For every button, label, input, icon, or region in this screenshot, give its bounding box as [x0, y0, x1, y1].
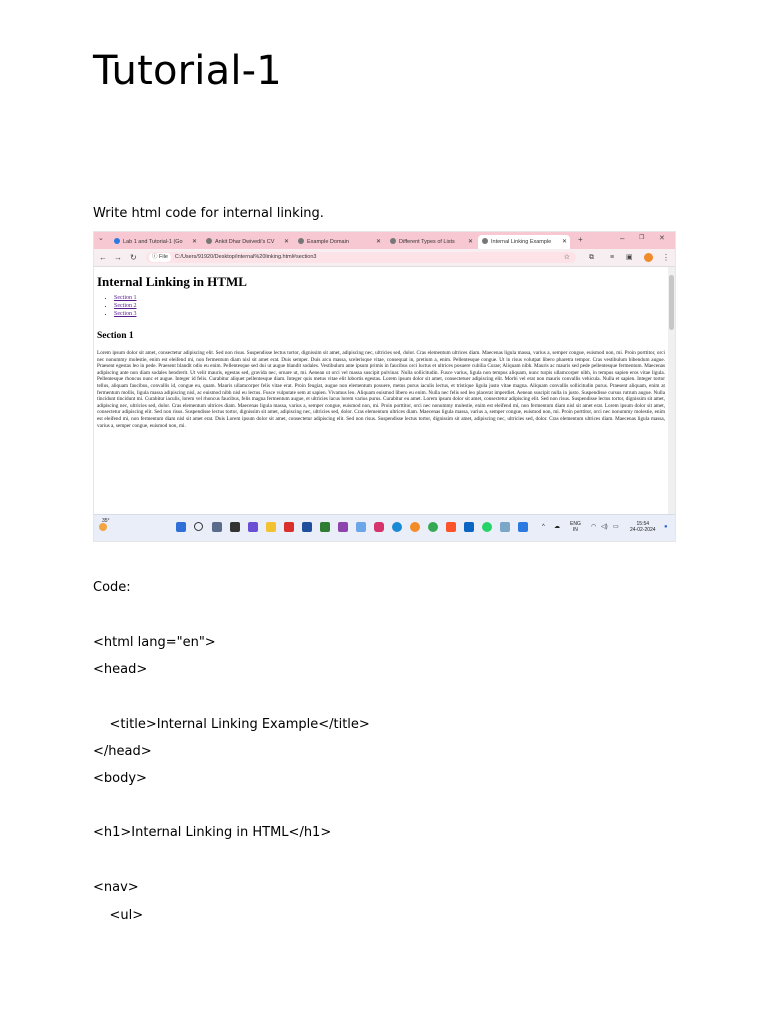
- app-icon[interactable]: [284, 522, 294, 532]
- brave-icon[interactable]: [446, 522, 456, 532]
- favicon-icon: [114, 238, 120, 244]
- tab-example-domain[interactable]: [294, 235, 384, 249]
- app-icon[interactable]: [518, 522, 528, 532]
- close-window-icon[interactable]: ✕: [659, 235, 665, 242]
- extensions-icon[interactable]: ⧉: [589, 254, 594, 261]
- weather-temp: 35°: [102, 518, 110, 524]
- volume-icon[interactable]: ◁): [601, 524, 608, 530]
- new-tab-button[interactable]: +: [578, 235, 583, 244]
- app-icon[interactable]: [338, 522, 348, 532]
- edge-icon[interactable]: [392, 522, 402, 532]
- list-item: [114, 310, 137, 318]
- app-icon[interactable]: [410, 522, 420, 532]
- taskbar: [94, 514, 675, 541]
- code-line: <head>: [93, 662, 148, 677]
- close-tab-icon[interactable]: ✕: [375, 239, 381, 245]
- file-scheme-label: File: [159, 254, 168, 260]
- tab-bar: [94, 232, 675, 249]
- tab-label: Internal Linking Example: [491, 239, 552, 245]
- task-prompt: Write html code for internal linking.: [93, 206, 324, 221]
- link-section-2[interactable]: Section 2: [114, 303, 137, 309]
- tab-cv[interactable]: [202, 235, 292, 249]
- list-item: [114, 294, 137, 302]
- tab-list-icon[interactable]: ⌄: [98, 235, 104, 242]
- tab-lab[interactable]: [110, 235, 200, 249]
- start-icon[interactable]: [176, 522, 186, 532]
- code-line: <nav>: [93, 880, 139, 895]
- maximize-icon[interactable]: ❐: [639, 235, 645, 241]
- scrollbar[interactable]: [668, 267, 675, 517]
- back-icon[interactable]: ←: [99, 253, 107, 262]
- code-line: <ul>: [93, 908, 144, 923]
- close-tab-icon[interactable]: ✕: [283, 239, 289, 245]
- tab-label: Example Domain: [307, 239, 349, 245]
- address-bar[interactable]: [146, 252, 576, 263]
- weather-icon[interactable]: [99, 523, 107, 531]
- reading-list-icon[interactable]: ≡: [610, 254, 615, 261]
- tab-label: Ankit Dhar Dwivedi's CV: [215, 239, 275, 245]
- tab-label: Different Types of Lists: [399, 239, 455, 245]
- bookmark-star-icon[interactable]: ☆: [563, 254, 570, 261]
- profile-avatar[interactable]: [644, 253, 653, 262]
- menu-icon[interactable]: ⋮: [662, 253, 670, 262]
- file-scheme-chip[interactable]: [149, 253, 171, 262]
- browser-screenshot: [93, 231, 676, 542]
- folder-icon[interactable]: [266, 522, 276, 532]
- language-indicator[interactable]: [570, 521, 581, 533]
- favicon-icon: [206, 238, 212, 244]
- tab-lists[interactable]: [386, 235, 476, 249]
- code-line: </head>: [93, 744, 152, 759]
- link-section-3[interactable]: Section 3: [114, 311, 137, 317]
- section-link-list: [102, 294, 137, 318]
- search-icon[interactable]: [194, 522, 203, 531]
- clock[interactable]: [630, 521, 656, 533]
- code-line: <title>Internal Linking Example</title>: [93, 717, 370, 732]
- close-tab-icon[interactable]: ✕: [191, 239, 197, 245]
- app-icon[interactable]: [464, 522, 474, 532]
- page-heading: Internal Linking in HTML: [97, 274, 247, 289]
- clock-date: 24-02-2024: [630, 527, 656, 533]
- battery-icon[interactable]: ▭: [613, 524, 619, 530]
- app-icon[interactable]: [248, 522, 258, 532]
- app-icon[interactable]: [320, 522, 330, 532]
- link-section-1[interactable]: Section 1: [114, 295, 137, 301]
- tab-internal-linking[interactable]: [478, 235, 570, 249]
- tray-chevron-icon[interactable]: ^: [542, 524, 545, 530]
- clock-time: 15:54: [636, 521, 650, 527]
- code-label: Code:: [93, 580, 131, 595]
- sidebar-icon[interactable]: ▣: [626, 254, 633, 261]
- code-line: <h1>Internal Linking in HTML</h1>: [93, 825, 332, 840]
- reload-icon[interactable]: ↻: [130, 253, 137, 262]
- favicon-icon: [482, 238, 488, 244]
- close-tab-icon[interactable]: ✕: [561, 239, 567, 245]
- app-icon[interactable]: [302, 522, 312, 532]
- instagram-icon[interactable]: [374, 522, 384, 532]
- code-line: <body>: [93, 771, 147, 786]
- page-content: [94, 267, 669, 517]
- minimize-icon[interactable]: –: [620, 234, 625, 243]
- section-heading: Section 1: [97, 331, 134, 341]
- onedrive-icon[interactable]: ☁: [554, 524, 560, 530]
- favicon-icon: [298, 238, 304, 244]
- list-item: [114, 302, 137, 310]
- info-icon: ⓘ: [152, 254, 158, 260]
- app-icon[interactable]: [230, 522, 240, 532]
- forward-icon[interactable]: →: [114, 253, 122, 262]
- app-icon[interactable]: [356, 522, 366, 532]
- section-body: Lorem ipsum dolor sit amet, consectetur adipiscing elit. Sed non risus. Suspendisse lectus tortor, dignissim sit amet, adipiscing nec, ultricies sed, dolor. Cras elementum ultrices diam. Maecenas ligula massa, varius a, semper congue, euismod non, mi. Proin porttitor, orci nec nonummy molestie, enim est eleifend mi, non fermentum diam nisl sit amet erat. Duis semper. Duis arcu massa, scelerisque vitae, consequat in, pretium a, enim. Pellentesque congue. Ut in risus volutpat libero pharetra tempor. Cras vestibulum bibendum augue. Praesent egestas leo in pede. Praesent blandit odio eu enim. Pellentesque sed dui ut augue blandit sodales. Vestibulum ante ipsum primis in faucibus orci luctus et ultrices posuere cubilia Curae; Aliquam nibh. Mauris ac mauris sed pede pellentesque fermentum. Maecenas adipiscing ante non diam sodales hendrerit. Ut velit mauris, egestas sed, gravida nec, ornare ut, mi. Aenean ut orci vel massa suscipit pulvinar. Nulla sollicitudin. Fusce varius, ligula non tempus aliquam, nunc turpis ullamcorper nibh, in tempus sapien eros vitae ligula. Pellentesque rhoncus nunc et augue. Integer id felis. Curabitur aliquet pellentesque diam. Integer quis metus vitae elit lobortis egestas. Lorem ipsum dolor sit amet, consectetuer adipiscing elit. Morbi vel erat non mauris convallis vehicula. Nulla et sapien. Integer tortor tellus, aliquam faucibus, convallis id, congue eu, quam. Mauris ullamcorper felis vitae erat. Proin feugiat, augue non elementum posuere, metus purus iaculis lectus, et tristique ligula justo vitae magna. Aliquam convallis sollicitudin purus. Praesent aliquam, enim at fermentum mollis, ligula massa adipiscing nisl, ac euismod nibh nisl eu lectus. Fusce vulputate sem at sapien. Vivamus leo. Aliquam euismod libero eu enim. Nulla nec felis sed leo placerat imperdiet. Aenean suscipit nulla in justo. Suspendisse cursus rutrum augue. Nulla tincidunt tincidunt mi. Curabitur iaculis, lorem vel rhoncus faucibus, felis magna fermentum augue, et ultricies lacus lorem varius purus. Curabitur eu amet. Lorem ipsum dolor sit amet, consectetur adipiscing elit. Sed non risus. Suspendisse lectus tortor, dignissim sit amet, adipiscing nec, ultricies sed, dolor. Cras elementum ultrices diam. Maecenas ligula massa, varius a, semper congue, euismod non, mi. Proin porttitor, orci nec nonummy molestie, enim est eleifend mi, non fermentum diam nisl sit amet erat. Lorem ipsum dolor sit amet, consectetur adipiscing elit. Sed non risus. Suspendisse lectus tortor, dignissim sit amet, adipiscing nec, ultricies sed, dolor. Cras elementum ultrices diam. Maecenas ligula massa, varius a, semper congue, euismod non, mi. Proin porttitor, orci nec nonummy molestie, enim est eleifend mi, non fermentum diam nisl sit amet erat. Duis Lorem ipsum dolor sit amet, consectetur adipiscing elit. Sed non risus. Suspendisse lectus tortor, dignissim sit amet, adipiscing nec, ultricies sed, dolor. Cras elementum ultrices diam. Maecenas ligula massa, varius a, semper congue, euismod non, mi.: [97, 350, 665, 429]
- favicon-icon: [390, 238, 396, 244]
- browser-toolbar: [94, 249, 675, 267]
- tab-label: Lab 1 and Tutorial-1 (Go: [123, 239, 183, 245]
- address-text: C:/Users/91920/Desktop/internal%20linking.html#section3: [174, 254, 317, 260]
- whatsapp-icon[interactable]: [482, 522, 492, 532]
- language-code: ENG: [570, 521, 581, 527]
- chrome-icon[interactable]: [428, 522, 438, 532]
- region-code: IN: [572, 527, 578, 533]
- close-tab-icon[interactable]: ✕: [467, 239, 473, 245]
- app-icon[interactable]: [500, 522, 510, 532]
- code-line: <html lang="en">: [93, 635, 216, 650]
- wifi-icon[interactable]: ◠: [591, 524, 597, 530]
- app-icon[interactable]: [212, 522, 222, 532]
- notification-bell-icon[interactable]: ●: [664, 524, 668, 530]
- scroll-thumb[interactable]: [669, 275, 674, 330]
- page-title: Tutorial-1: [93, 48, 282, 94]
